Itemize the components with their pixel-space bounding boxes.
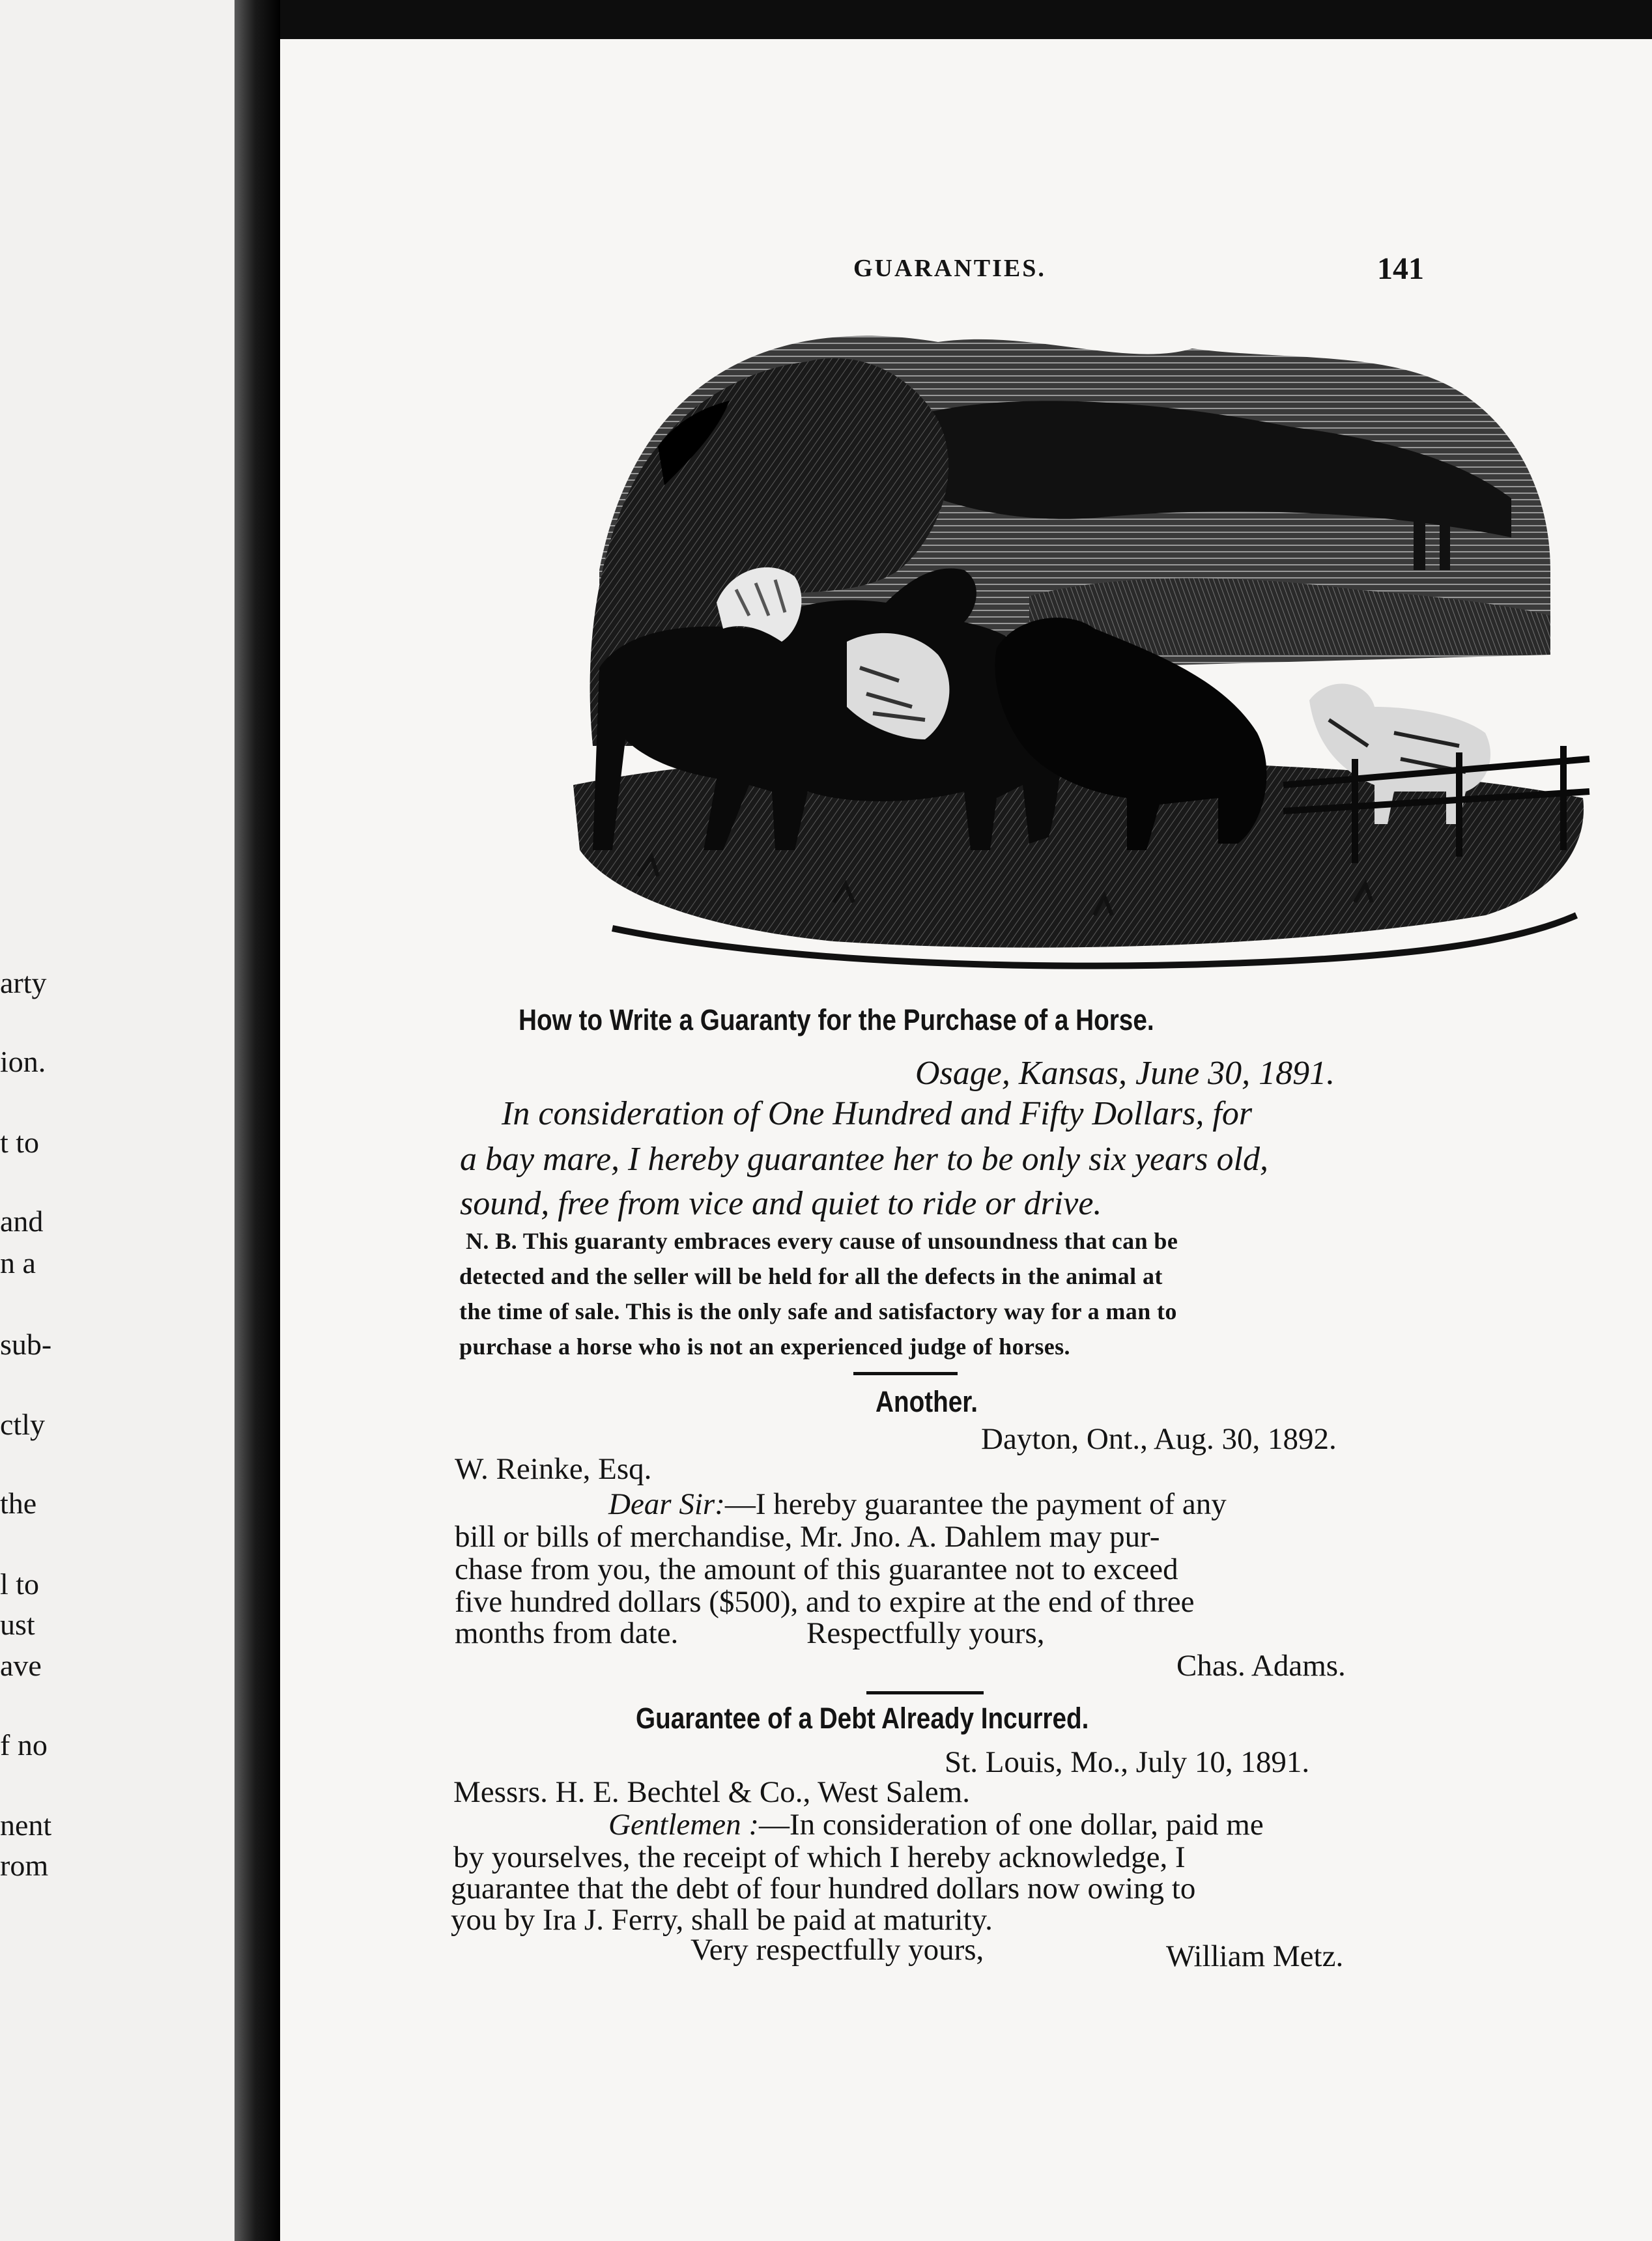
nota-bene-line: purchase a horse who is not an experienced judge of horses. — [459, 1334, 1070, 1360]
closing: Very respectfully yours, — [691, 1933, 984, 1967]
horses-engraving-icon — [443, 290, 1652, 993]
nota-bene-line: N. B. This guaranty embraces every cause of unsoundness that can be — [466, 1228, 1178, 1254]
salutation: Dear Sir: — [608, 1487, 725, 1521]
left-page-fragment: f no — [0, 1728, 48, 1762]
book-gutter — [235, 0, 280, 2241]
left-page-fragment: l to — [0, 1567, 40, 1601]
left-page-fragment: ave — [0, 1649, 42, 1682]
dateline: St. Louis, Mo., July 10, 1891. — [945, 1745, 1310, 1779]
body-line: by yourselves, the receipt of which I hereby acknowledge, I — [453, 1840, 1186, 1874]
nota-bene-line: the time of sale. This is the only safe and satisfactory way for a man to — [459, 1298, 1177, 1324]
body-line: guarantee that the debt of four hundred dollars now owing to — [451, 1872, 1196, 1906]
body-first-line: —In consideration of one dollar, paid me — [758, 1808, 1264, 1842]
signature: William Metz. — [1166, 1939, 1344, 1973]
left-page-fragment: rom — [0, 1849, 49, 1882]
left-page-fragment: ust — [0, 1608, 35, 1641]
left-page-fragment: sub- — [0, 1328, 52, 1361]
body-first-line: —I hereby guarantee the payment of any — [724, 1487, 1227, 1521]
left-page-fragment: ctly — [0, 1408, 45, 1441]
signature: Chas. Adams. — [1176, 1649, 1346, 1683]
left-page-fragment: the — [0, 1487, 37, 1520]
dateline: Dayton, Ont., Aug. 30, 1892. — [981, 1422, 1337, 1456]
body-line: a bay mare, I hereby guarantee her to be only six years old, — [460, 1141, 1268, 1178]
body-line: you by Ira J. Ferry, shall be paid at maturity. — [451, 1903, 993, 1937]
closing: Respectfully yours, — [806, 1616, 1045, 1650]
section-heading-another: Another. — [876, 1385, 978, 1418]
section-divider — [866, 1691, 984, 1694]
addressee: W. Reinke, Esq. — [455, 1452, 652, 1486]
body-line: sound, free from vice and quiet to ride or drive. — [460, 1185, 1102, 1222]
section-heading-horse: How to Write a Guaranty for the Purchase of a Horse. — [519, 1003, 1154, 1036]
dateline: Osage, Kansas, June 30, 1891. — [915, 1055, 1335, 1092]
body-line: In consideration of One Hundred and Fifty Dollars, for — [502, 1095, 1253, 1132]
section-heading-debt: Guarantee of a Debt Already Incurred. — [636, 1702, 1089, 1735]
page-number: 141 — [1377, 251, 1424, 286]
left-page-fragment: ion. — [0, 1045, 46, 1078]
addressee: Messrs. H. E. Bechtel & Co., West Salem. — [453, 1775, 970, 1809]
nota-bene-line: detected and the seller will be held for all the defects in the animal at — [459, 1263, 1163, 1289]
body-line — [608, 1807, 1264, 1842]
body-line — [608, 1487, 1227, 1522]
book-page — [280, 39, 1652, 2241]
left-facing-page — [0, 0, 235, 2241]
salutation: Gentlemen : — [608, 1808, 759, 1842]
body-line: five hundred dollars ($500), and to expire at the end of three — [455, 1585, 1195, 1619]
body-line: chase from you, the amount of this guarantee not to exceed — [455, 1552, 1178, 1586]
left-page-fragment: n a — [0, 1246, 36, 1279]
body-line: bill or bills of merchandise, Mr. Jno. A. Dahlem may pur- — [455, 1520, 1160, 1554]
left-page-fragment: t to — [0, 1126, 40, 1159]
left-page-fragment: nent — [0, 1808, 52, 1842]
left-page-fragment: and — [0, 1205, 44, 1238]
left-page-fragment: arty — [0, 966, 47, 999]
body-line: months from date. — [455, 1616, 679, 1650]
section-divider — [853, 1372, 958, 1375]
running-head: GUARANTIES. — [853, 255, 1046, 282]
